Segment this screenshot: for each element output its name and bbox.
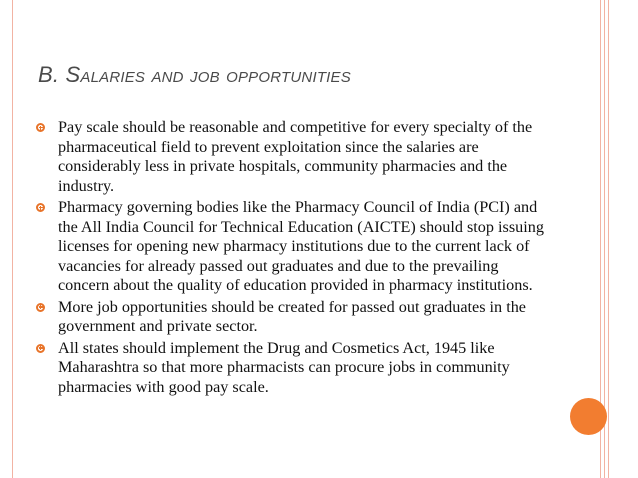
frame-line-right-3 bbox=[608, 0, 609, 478]
frame-line-left bbox=[12, 0, 13, 478]
bullet-text: Pay scale should be reasonable and competitive for every specialty of the pharmaceutical field to prevent exploitation since the salaries are considerably less in private hospitals, community pharmacies and the industry. bbox=[58, 118, 533, 195]
bullet-icon bbox=[36, 203, 45, 212]
bullet-item bbox=[36, 339, 546, 398]
bullet-text: All states should implement the Drug and Cosmetics Act, 1945 like Maharashtra so that more pharmacists can procure jobs in community pharmacies with good pay scale. bbox=[58, 338, 510, 396]
slide-title: B. Salaries and job opportunities bbox=[38, 62, 351, 87]
bullet-icon bbox=[36, 123, 45, 132]
bullet-item bbox=[36, 298, 546, 337]
bullet-list bbox=[36, 118, 546, 399]
bullet-icon bbox=[36, 303, 45, 312]
bullet-text: Pharmacy governing bodies like the Pharmacy Council of India (PCI) and the All India Council for Technical Education (AICTE) should stop issuing licenses for opening new pharmacy institutions due to the current lack of vacancies for already passed out graduates and due to the prevailing concern about the quality of education provided in pharmacy institutions. bbox=[58, 198, 544, 294]
bullet-text: More job opportunities should be created for passed out graduates in the government and private sector. bbox=[58, 297, 526, 335]
accent-dot bbox=[570, 398, 607, 435]
bullet-item bbox=[36, 198, 546, 296]
bullet-icon bbox=[36, 344, 45, 353]
bullet-item bbox=[36, 118, 546, 196]
